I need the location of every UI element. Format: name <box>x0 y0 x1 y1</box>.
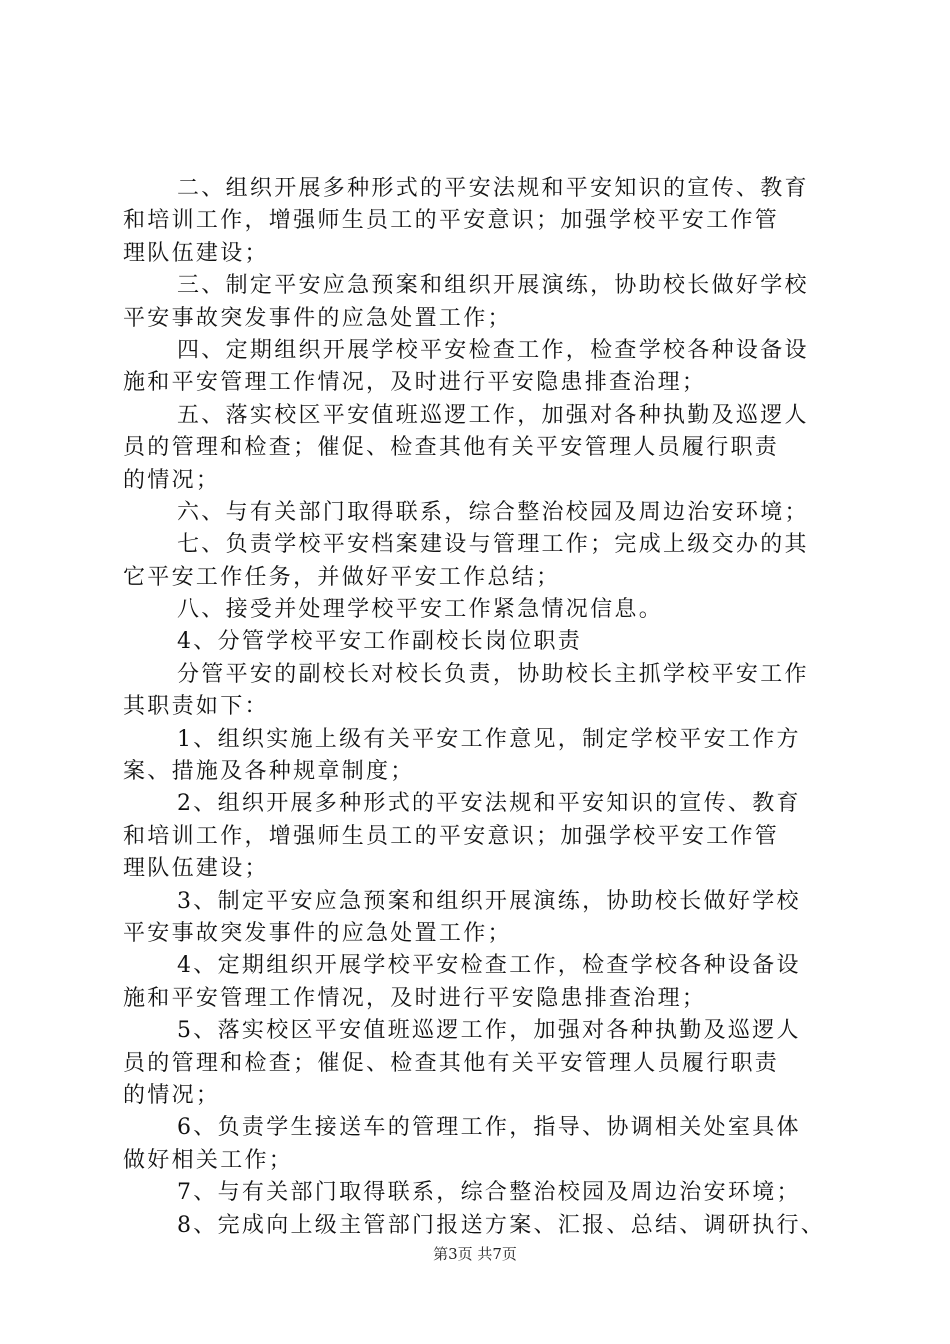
text-line: 理队伍建设； <box>123 240 269 266</box>
text-line: 4、分管学校平安工作副校长岗位职责 <box>177 629 583 655</box>
text-line: 四、定期组织开展学校平安检查工作，检查学校各种设备设 <box>177 337 809 363</box>
text-line: 它平安工作任务，并做好平安工作总结； <box>123 564 561 590</box>
text-line: 和培训工作，增强师生员工的平安意识；加强学校平安工作管 <box>123 208 780 234</box>
text-line: 施和平安管理工作情况，及时进行平安隐患排查治理； <box>123 370 707 396</box>
text-line: 二、组织开展多种形式的平安法规和平安知识的宣传、教育 <box>177 176 809 201</box>
text-line: 五、落实校区平安值班巡逻工作，加强对各种执勤及巡逻人 <box>177 402 809 428</box>
text-line: 分管平安的副校长对校长负责，协助校长主抓学校平安工作 <box>177 661 809 687</box>
text-line: 6、负责学生接送车的管理工作，指导、协调相关处室具体 <box>177 1115 801 1141</box>
text-line: 案、措施及各种规章制度； <box>123 759 415 785</box>
page-footer <box>0 1244 950 1264</box>
document-body <box>123 173 843 1242</box>
text-line: 七、负责学校平安档案建设与管理工作；完成上级交办的其 <box>177 532 809 558</box>
text-line: 5、落实校区平安值班巡逻工作，加强对各种执勤及巡逻人 <box>177 1018 801 1044</box>
text-line: 7、与有关部门取得联系，综合整治校园及周边治安环境； <box>177 1180 801 1206</box>
text-line: 理队伍建设； <box>123 856 269 882</box>
text-line: 和培训工作，增强师生员工的平安意识；加强学校平安工作管 <box>123 823 780 849</box>
text-line: 员的管理和检查；催促、检查其他有关平安管理人员履行职责 <box>123 435 780 461</box>
text-line: 八、接受并处理学校平安工作紧急情况信息。 <box>177 597 664 623</box>
text-line: 平安事故突发事件的应急处置工作； <box>123 305 512 331</box>
text-line: 4、定期组织开展学校平安检查工作，检查学校各种设备设 <box>177 953 801 979</box>
text-line: 3、制定平安应急预案和组织开展演练，协助校长做好学校 <box>177 888 801 914</box>
text-line: 2、组织开展多种形式的平安法规和平安知识的宣传、教育 <box>177 791 801 817</box>
text-line: 三、制定平安应急预案和组织开展演练，协助校长做好学校 <box>177 273 809 299</box>
text-line: 员的管理和检查；催促、检查其他有关平安管理人员履行职责 <box>123 1050 780 1076</box>
text-line: 做好相关工作； <box>123 1147 294 1173</box>
text-line: 其职责如下： <box>123 694 269 720</box>
page-number-label: 第3页 共7页 <box>433 1245 517 1263</box>
text-line: 1、组织实施上级有关平安工作意见，制定学校平安工作方 <box>177 726 801 752</box>
text-line: 的情况； <box>123 1082 221 1108</box>
text-line: 的情况； <box>123 467 221 493</box>
text-line: 8、完成向上级主管部门报送方案、汇报、总结、调研执行、 <box>177 1212 826 1238</box>
text-line: 平安事故突发事件的应急处置工作； <box>123 920 512 946</box>
text-line: 六、与有关部门取得联系，综合整治校园及周边治安环境； <box>177 499 809 525</box>
text-line: 施和平安管理工作情况，及时进行平安隐患排查治理； <box>123 985 707 1011</box>
